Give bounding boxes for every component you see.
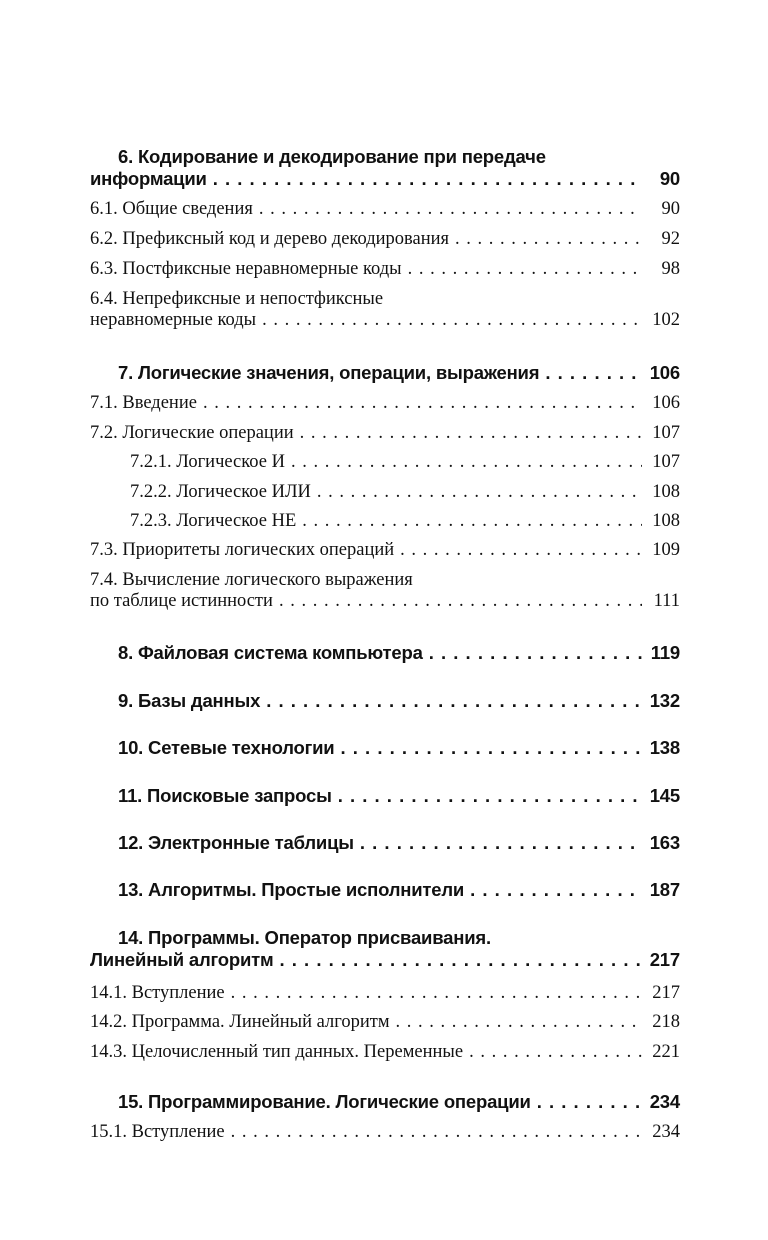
toc-entry-page: 107: [652, 423, 680, 443]
toc-entry-title: 7.2.2. Логическое ИЛИ: [130, 482, 311, 502]
toc-entry-page: 90: [659, 168, 680, 189]
dot-leader: [266, 690, 642, 712]
toc-entry-section-7-3: [90, 540, 680, 561]
toc-entry-title: 6.2. Префиксный код и дерево декодирования: [90, 229, 450, 249]
toc-entry-title: 6.3. Постфиксные неравномерные коды: [90, 259, 402, 279]
toc-entry-section-7-4: [90, 570, 680, 612]
dot-leader: [213, 168, 642, 190]
toc-entry-page: 234: [649, 1091, 680, 1112]
toc-entry-page: 145: [649, 785, 680, 806]
dot-leader: [360, 832, 642, 854]
toc-entry-chapter-7: [90, 362, 680, 384]
toc-entry-chapter-14: [90, 927, 680, 971]
toc-entry-title: 7.2.3. Логическое НЕ: [130, 511, 297, 531]
dot-leader: [262, 310, 642, 331]
toc-entry-chapter-15: [90, 1091, 680, 1113]
toc-entry-page: 108: [652, 482, 680, 502]
toc-entry-title-line2: Линейный алгоритм: [90, 949, 274, 970]
dot-leader: [470, 879, 642, 901]
toc-entry-title: 7.2. Логические операции: [90, 423, 294, 443]
toc-entry-page: 109: [652, 540, 680, 560]
dot-leader: [302, 511, 642, 532]
toc-entry-page: 138: [649, 737, 680, 758]
toc-entry-title: 7.2.1. Логическое И: [130, 452, 285, 472]
dot-leader: [231, 983, 642, 1004]
toc-entry-page: 102: [652, 310, 680, 330]
toc-entry-title: 7.1. Введение: [90, 393, 197, 413]
toc-entry-title-line1: 6.4. Непрефиксные и непостфиксные: [90, 289, 384, 309]
dot-leader: [400, 540, 642, 561]
dot-leader: [338, 785, 642, 807]
toc-entry-page: 111: [653, 591, 680, 611]
toc-entry-chapter-12: [90, 832, 680, 854]
dot-leader: [469, 1042, 642, 1063]
toc-entry-section-6-3: [90, 259, 680, 280]
toc-entry-page: 90: [661, 199, 680, 219]
toc-entry-page: 106: [652, 393, 680, 413]
toc-entry-page: 234: [652, 1122, 680, 1142]
toc-entry-page: 119: [650, 642, 680, 663]
dot-leader: [537, 1091, 642, 1113]
toc-entry-subsection-7-2-3: [90, 511, 680, 532]
toc-entry-title: 9. Базы данных: [118, 690, 261, 711]
toc-entry-title: 8. Файловая система компьютера: [118, 642, 423, 663]
dot-leader: [408, 259, 642, 280]
toc-entry-chapter-13: [90, 879, 680, 901]
dot-leader: [455, 229, 642, 250]
toc-entry-page: 187: [649, 879, 680, 900]
toc-entry-title-line1: 14. Программы. Оператор присваивания.: [118, 927, 491, 948]
toc-entry-section-14-1: [90, 983, 680, 1004]
toc-entry-chapter-9: [90, 690, 680, 712]
dot-leader: [317, 482, 642, 503]
dot-leader: [280, 949, 643, 971]
toc-entry-title: 7. Логические значения, операции, выражения: [118, 362, 540, 383]
toc-entry-section-6-2: [90, 229, 680, 250]
toc-entry-title: 12. Электронные таблицы: [118, 832, 354, 853]
toc-entry-title: 13. Алгоритмы. Простые исполнители: [118, 879, 465, 900]
toc-entry-page: 221: [652, 1042, 680, 1062]
dot-leader: [259, 199, 642, 220]
toc-entry-title-line1: 7.4. Вычисление логического выражения: [90, 570, 413, 590]
toc-entry-page: 132: [649, 690, 680, 711]
dot-leader: [231, 1122, 642, 1143]
toc-entry-section-14-3: [90, 1042, 680, 1063]
toc-entry-page: 92: [661, 229, 680, 249]
toc-entry-title: 15.1. Вступление: [90, 1122, 225, 1142]
dot-leader: [340, 737, 642, 759]
toc-entry-subsection-7-2-1: [90, 452, 680, 473]
dot-leader: [300, 423, 642, 444]
toc-entry-section-7-2: [90, 423, 680, 444]
toc-entry-page: 98: [661, 259, 680, 279]
toc-entry-title: 14.2. Программа. Линейный алгоритм: [90, 1012, 390, 1032]
toc-entry-title-line2: информации: [90, 168, 207, 189]
dot-leader: [291, 452, 642, 473]
toc-entry-title: 15. Программирование. Логические операции: [118, 1091, 531, 1112]
toc-entry-page: 107: [652, 452, 680, 472]
toc-entry-title-line2: по таблице истинности: [90, 591, 273, 611]
dot-leader: [429, 642, 642, 664]
toc-entry-title: 11. Поисковые запросы: [118, 785, 332, 806]
toc-entry-chapter-6: [90, 146, 680, 190]
toc-entry-section-14-2: [90, 1012, 680, 1033]
toc-entry-page: 217: [649, 949, 680, 970]
toc-entry-title-line2: неравномерные коды: [90, 310, 257, 330]
toc-entry-page: 106: [649, 362, 680, 383]
dot-leader: [203, 393, 642, 414]
toc-entry-section-6-1: [90, 199, 680, 220]
toc-entry-chapter-11: [90, 785, 680, 807]
toc-entry-title-line1: 6. Кодирование и декодирование при передаче: [118, 146, 546, 167]
toc-entry-title: 6.1. Общие сведения: [90, 199, 253, 219]
toc-entry-page: 163: [649, 832, 680, 853]
toc-entry-chapter-8: [90, 642, 680, 664]
toc-entry-subsection-7-2-2: [90, 482, 680, 503]
toc-entry-title: 7.3. Приоритеты логических операций: [90, 540, 395, 560]
toc-entry-title: 10. Сетевые технологии: [118, 737, 335, 758]
dot-leader: [396, 1012, 642, 1033]
toc-entry-section-7-1: [90, 393, 680, 414]
toc-entry-page: 218: [652, 1012, 680, 1032]
toc-entry-title: 14.3. Целочисленный тип данных. Переменные: [90, 1042, 464, 1062]
toc-entry-page: 108: [652, 511, 680, 531]
toc-entry-section-6-4: [90, 289, 680, 331]
dot-leader: [545, 362, 642, 384]
toc-entry-section-15-1: [90, 1122, 680, 1143]
dot-leader: [279, 591, 642, 612]
toc-entry-chapter-10: [90, 737, 680, 759]
toc-entry-page: 217: [652, 983, 680, 1003]
toc-entry-title: 14.1. Вступление: [90, 983, 225, 1003]
